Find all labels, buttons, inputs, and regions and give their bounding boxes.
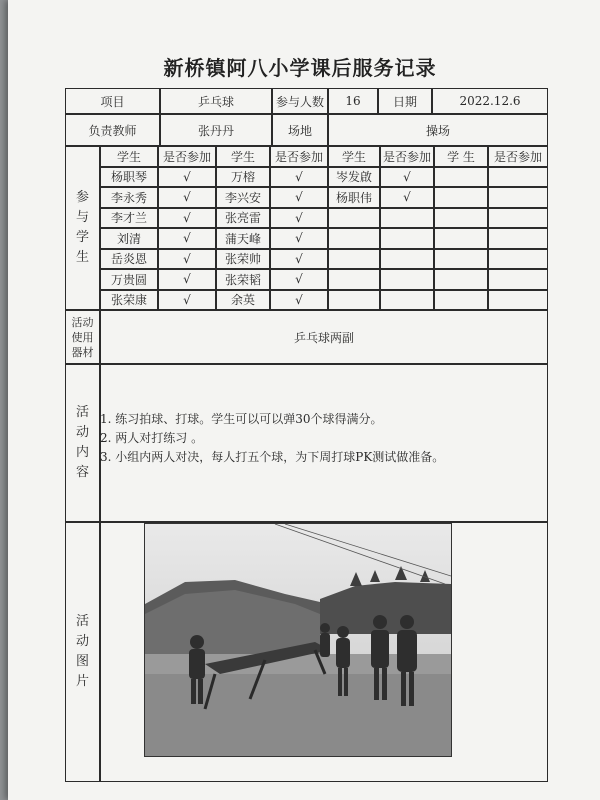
student-name-cell	[328, 249, 380, 270]
attend-mark-cell: √	[380, 167, 434, 188]
participants-label-char: 学	[75, 230, 89, 245]
attend-mark-cell: √	[158, 167, 216, 188]
student-name-cell: 万贵圆	[100, 269, 158, 290]
attend-mark-cell: √	[158, 249, 216, 270]
attend-col-header: 是否参加	[270, 146, 328, 167]
student-name-cell: 岳炎恩	[100, 249, 158, 270]
student-name-cell: 张荣韬	[216, 269, 270, 290]
activity-content-label	[65, 364, 100, 522]
student-name-cell	[434, 269, 488, 290]
attend-mark-cell: √	[270, 249, 328, 270]
attend-mark-cell: √	[158, 208, 216, 229]
student-name-cell: 杨职琴	[100, 167, 158, 188]
attend-mark-cell	[488, 269, 548, 290]
student-col-header: 学生	[216, 146, 270, 167]
participants-label	[65, 146, 100, 310]
attend-col-header: 是否参加	[488, 146, 548, 167]
attend-col-header: 是否参加	[380, 146, 434, 167]
activity-item: 3. 小组内两人对决，每人打五个球，为下周打球PK测试做准备。	[100, 450, 445, 464]
student-name-cell	[434, 290, 488, 311]
attend-mark-cell	[488, 167, 548, 188]
date-value: 2022.12.6	[432, 88, 548, 114]
activity-photo	[144, 523, 452, 757]
equipment-label-line: 活动	[71, 315, 94, 329]
student-name-cell: 张荣康	[100, 290, 158, 311]
activity-content-label-char: 动	[75, 425, 89, 440]
student-name-cell: 余英	[216, 290, 270, 311]
activity-photo-label-char: 片	[75, 674, 89, 689]
participants-label-char: 参	[75, 190, 89, 205]
attend-mark-cell: √	[158, 228, 216, 249]
activity-photo-image	[145, 524, 451, 756]
activity-item: 2. 两人对打练习 。	[100, 431, 204, 445]
activity-photo-label	[65, 522, 100, 782]
equipment-value: 乒乓球两副	[100, 310, 548, 364]
page-title: 新桥镇阿八小学课后服务记录	[163, 56, 437, 80]
attend-mark-cell	[380, 208, 434, 229]
venue-value: 操场	[328, 114, 548, 146]
participants-label-char: 生	[75, 250, 89, 265]
equipment-label	[65, 310, 100, 364]
attend-mark-cell	[488, 208, 548, 229]
student-name-cell: 万榕	[216, 167, 270, 188]
activity-content-label-char: 活	[75, 405, 89, 420]
date-label: 日期	[378, 88, 432, 114]
equipment-label-line: 器材	[71, 345, 94, 359]
participants-label-char: 与	[75, 210, 89, 225]
attend-mark-cell: √	[270, 167, 328, 188]
attend-mark-cell: √	[158, 290, 216, 311]
count-value: 16	[328, 88, 378, 114]
teacher-value: 张丹丹	[160, 114, 272, 146]
student-col-header: 学生	[328, 146, 380, 167]
attend-col-header: 是否参加	[158, 146, 216, 167]
student-name-cell	[328, 269, 380, 290]
attend-mark-cell	[488, 187, 548, 208]
count-label: 参与人数	[272, 88, 328, 114]
teacher-label: 负责教师	[65, 114, 160, 146]
student-name-cell	[328, 228, 380, 249]
student-name-cell: 李兴安	[216, 187, 270, 208]
project-value: 乒乓球	[160, 88, 272, 114]
student-name-cell	[434, 249, 488, 270]
student-name-cell	[434, 228, 488, 249]
attend-mark-cell	[380, 249, 434, 270]
student-name-cell: 张荣帅	[216, 249, 270, 270]
attend-mark-cell	[380, 228, 434, 249]
student-name-cell: 杨职伟	[328, 187, 380, 208]
activity-photo-label-char: 活	[75, 614, 89, 629]
attend-mark-cell	[488, 228, 548, 249]
venue-label: 场地	[272, 114, 328, 146]
student-name-cell: 李永秀	[100, 187, 158, 208]
attend-mark-cell: √	[270, 228, 328, 249]
student-name-cell	[434, 208, 488, 229]
activity-photo-label-char: 图	[75, 654, 89, 669]
attend-mark-cell: √	[270, 187, 328, 208]
student-name-cell: 李才兰	[100, 208, 158, 229]
student-name-cell	[328, 208, 380, 229]
activity-content-label-char: 内	[75, 445, 89, 460]
attend-mark-cell	[380, 269, 434, 290]
attend-mark-cell	[380, 290, 434, 311]
student-name-cell	[434, 187, 488, 208]
student-name-cell: 岑发啟	[328, 167, 380, 188]
project-label: 项目	[65, 88, 160, 114]
student-name-cell: 蒲天峰	[216, 228, 270, 249]
student-name-cell	[434, 167, 488, 188]
student-col-header: 学生	[100, 146, 158, 167]
attend-mark-cell: √	[270, 269, 328, 290]
activity-photo-label-char: 动	[75, 634, 89, 649]
activity-item: 1. 练习拍球、打球。学生可以可以弹30个球得满分。	[100, 412, 383, 426]
attend-mark-cell	[488, 290, 548, 311]
attend-mark-cell: √	[380, 187, 434, 208]
student-name-cell: 张亮雷	[216, 208, 270, 229]
attend-mark-cell: √	[158, 269, 216, 290]
attend-mark-cell: √	[270, 208, 328, 229]
activity-content-list	[100, 410, 540, 467]
equipment-label-line: 使用	[71, 330, 94, 344]
student-name-cell: 刘清	[100, 228, 158, 249]
student-col-header: 学 生	[434, 146, 488, 167]
attend-mark-cell: √	[158, 187, 216, 208]
attend-mark-cell	[488, 249, 548, 270]
attend-mark-cell: √	[270, 290, 328, 311]
activity-content-label-char: 容	[75, 465, 89, 480]
student-name-cell	[328, 290, 380, 311]
